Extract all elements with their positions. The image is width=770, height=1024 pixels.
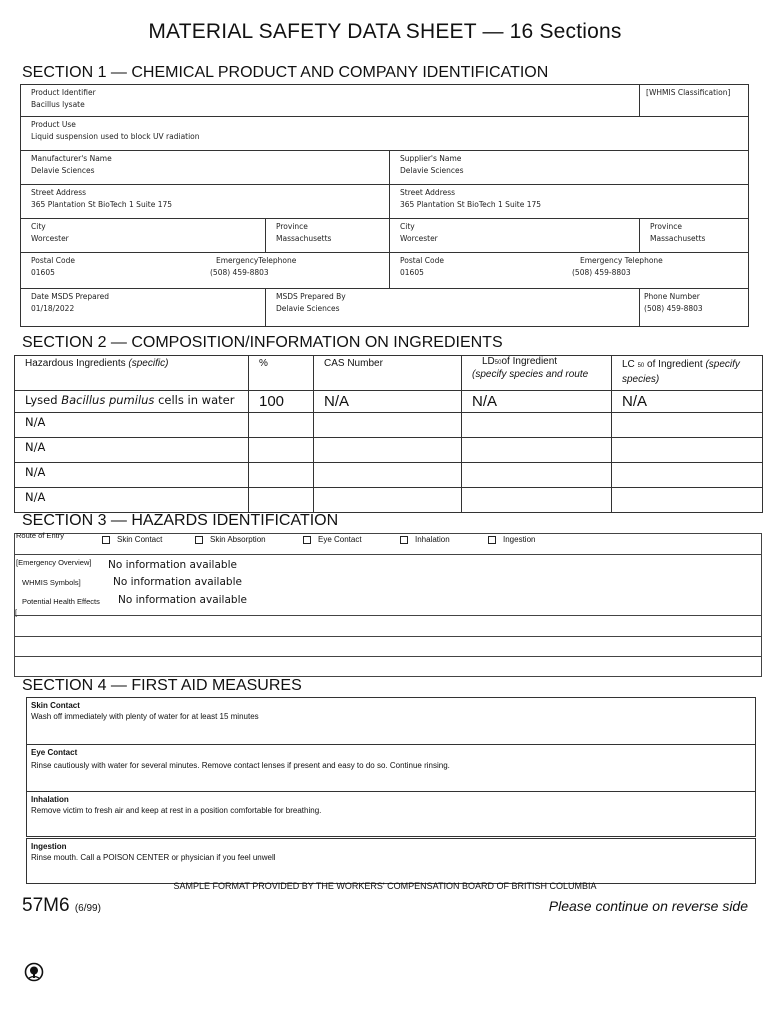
section-3-heading: SECTION 3 — HAZARDS IDENTIFICATION bbox=[22, 512, 339, 529]
table-row bbox=[15, 488, 763, 513]
route-of-entry-label: Route of Entry bbox=[16, 531, 64, 540]
manufacturer-cell bbox=[21, 151, 390, 185]
first-aid-skin-contact bbox=[26, 697, 756, 745]
health-effects-value: No information available bbox=[118, 594, 247, 606]
ingredient-name: N/A bbox=[15, 488, 249, 513]
checkbox-icon[interactable] bbox=[102, 536, 110, 544]
date-prepared-value: 01/18/2022 bbox=[31, 304, 75, 313]
first-aid-eye-contact bbox=[26, 744, 756, 792]
supplier-city-cell bbox=[390, 219, 640, 253]
supplier-cell bbox=[390, 151, 749, 185]
bracket-mark: [ bbox=[15, 608, 18, 617]
phone-value: (508) 459-8803 bbox=[644, 304, 703, 313]
date-prepared-label: Date MSDS Prepared bbox=[31, 292, 110, 301]
supplier-postal-value: 01605 bbox=[400, 268, 424, 277]
col-hazardous: Hazardous Ingredients (specific) bbox=[15, 356, 249, 391]
prepared-by-cell bbox=[266, 289, 640, 327]
supplier-province-cell bbox=[640, 219, 749, 253]
ingredients-table bbox=[14, 355, 763, 513]
whmis-classification-cell bbox=[640, 85, 749, 117]
checkbox-icon[interactable] bbox=[488, 536, 496, 544]
health-effects-label: Potential Health Effects bbox=[22, 597, 100, 606]
province-cell bbox=[266, 219, 390, 253]
street-cell bbox=[21, 185, 390, 219]
ingredient-name: N/A bbox=[15, 413, 249, 438]
first-aid-title: Ingestion bbox=[31, 842, 67, 851]
supplier-value: Delavie Sciences bbox=[400, 166, 464, 175]
city-label: City bbox=[31, 222, 46, 231]
supplier-label: Supplier's Name bbox=[400, 154, 462, 163]
whmis-symbols-value: No information available bbox=[113, 576, 242, 588]
supplier-street-value: 365 Plantation St BioTech 1 Suite 175 bbox=[400, 200, 542, 209]
emergency-overview-label: [Emergency Overview] bbox=[16, 558, 92, 567]
product-identifier-cell bbox=[21, 85, 640, 117]
manufacturer-value: Delavie Sciences bbox=[31, 166, 95, 175]
first-aid-title: Eye Contact bbox=[31, 748, 78, 757]
section-2-heading: SECTION 2 — COMPOSITION/INFORMATION ON INGREDIENTS bbox=[22, 334, 503, 351]
first-aid-inhalation bbox=[26, 791, 756, 837]
supplier-city-label: City bbox=[400, 222, 415, 231]
product-identifier-value: Bacillus lysate bbox=[31, 100, 85, 109]
product-use-cell bbox=[21, 117, 749, 151]
first-aid-title: Skin Contact bbox=[31, 701, 80, 710]
supplier-province-label: Province bbox=[650, 222, 682, 231]
col-ld50: LD50of Ingredient (specify species and route bbox=[462, 356, 612, 391]
divider bbox=[14, 656, 762, 657]
emergency-value: (508) 459-8803 bbox=[210, 268, 269, 277]
table-row bbox=[15, 463, 763, 488]
ingredient-cas: N/A bbox=[314, 391, 462, 413]
provided-by-note: SAMPLE FORMAT PROVIDED BY THE WORKERS' COMPENSATION BOARD OF BRITISH COLUMBIA bbox=[173, 881, 597, 891]
prepared-by-value: Delavie Sciences bbox=[276, 304, 340, 313]
province-label: Province bbox=[276, 222, 308, 231]
recycle-logo-icon bbox=[24, 962, 44, 987]
first-aid-ingestion bbox=[26, 838, 756, 884]
supplier-street-label: Street Address bbox=[400, 188, 456, 197]
divider bbox=[14, 636, 762, 637]
postal-emergency-cell bbox=[21, 253, 390, 289]
supplier-postal-emergency-cell bbox=[390, 253, 749, 289]
route-skin-contact[interactable]: Skin Contact bbox=[102, 535, 162, 544]
col-percent: % bbox=[249, 356, 314, 391]
supplier-province-value: Massachusetts bbox=[650, 234, 706, 243]
postal-label: Postal Code bbox=[31, 256, 75, 265]
first-aid-text: Rinse mouth. Call a POISON CENTER or physician if you feel unwell bbox=[31, 853, 276, 862]
col-lc50: LC 50 of Ingredient (specify species) bbox=[612, 356, 763, 391]
divider bbox=[14, 554, 762, 555]
col-cas: CAS Number bbox=[314, 356, 462, 391]
table-row bbox=[15, 438, 763, 463]
first-aid-title: Inhalation bbox=[31, 795, 69, 804]
emergency-label: EmergencyTelephone bbox=[216, 256, 297, 265]
street-value: 365 Plantation St BioTech 1 Suite 175 bbox=[31, 200, 173, 209]
page-title: MATERIAL SAFETY DATA SHEET — 16 Sections bbox=[148, 20, 622, 43]
manufacturer-label: Manufacturer's Name bbox=[31, 154, 112, 163]
first-aid-text: Wash off immediately with plenty of water for at least 15 minutes bbox=[31, 712, 259, 721]
emergency-overview-value: No information available bbox=[108, 559, 237, 571]
divider bbox=[14, 615, 762, 616]
phone-cell bbox=[640, 289, 749, 327]
product-identifier-label: Product Identifier bbox=[31, 88, 96, 97]
phone-label: Phone Number bbox=[644, 292, 700, 301]
ingredient-lc50: N/A bbox=[612, 391, 763, 413]
route-inhalation[interactable]: Inhalation bbox=[400, 535, 450, 544]
table-row bbox=[15, 413, 763, 438]
checkbox-icon[interactable] bbox=[195, 536, 203, 544]
ingredient-name: Lysed Bacillus pumilus cells in water bbox=[15, 391, 249, 413]
supplier-street-cell bbox=[390, 185, 749, 219]
ingredient-name: N/A bbox=[15, 438, 249, 463]
supplier-emergency-value: (508) 459-8803 bbox=[572, 268, 631, 277]
postal-value: 01605 bbox=[31, 268, 55, 277]
route-eye-contact[interactable]: Eye Contact bbox=[303, 535, 362, 544]
whmis-classification-label: [WHMIS Classification] bbox=[646, 88, 731, 97]
supplier-emergency-label: Emergency Telephone bbox=[580, 256, 663, 265]
route-ingestion[interactable]: Ingestion bbox=[488, 535, 535, 544]
ingredient-ld50: N/A bbox=[462, 391, 612, 413]
street-label: Street Address bbox=[31, 188, 87, 197]
checkbox-icon[interactable] bbox=[303, 536, 311, 544]
form-code: 57M6 (6/99) bbox=[22, 895, 101, 916]
supplier-city-value: Worcester bbox=[400, 234, 438, 243]
prepared-by-label: MSDS Prepared By bbox=[276, 292, 346, 301]
ingredient-percent: 100 bbox=[249, 391, 314, 413]
section-1-table bbox=[20, 84, 749, 327]
first-aid-text: Remove victim to fresh air and keep at rest in a position comfortable for breathing. bbox=[31, 806, 322, 815]
product-use-label: Product Use bbox=[31, 120, 76, 129]
continue-note: Please continue on reverse side bbox=[548, 898, 748, 914]
section-4-heading: SECTION 4 — FIRST AID MEASURES bbox=[22, 677, 302, 694]
table-row bbox=[15, 391, 763, 413]
city-cell bbox=[21, 219, 266, 253]
checkbox-icon[interactable] bbox=[400, 536, 408, 544]
route-skin-absorption[interactable]: Skin Absorption bbox=[195, 535, 266, 544]
whmis-symbols-label: WHMIS Symbols] bbox=[22, 578, 81, 587]
first-aid-text: Rinse cautiously with water for several minutes. Remove contact lenses if present and easy to do so. Continue rinsing. bbox=[31, 761, 450, 770]
city-value: Worcester bbox=[31, 234, 69, 243]
supplier-postal-label: Postal Code bbox=[400, 256, 444, 265]
province-value: Massachusetts bbox=[276, 234, 332, 243]
ingredient-name: N/A bbox=[15, 463, 249, 488]
section-1-heading: SECTION 1 — CHEMICAL PRODUCT AND COMPANY IDENTIFICATION bbox=[22, 64, 549, 81]
date-prepared-cell bbox=[21, 289, 266, 327]
product-use-value: Liquid suspension used to block UV radiation bbox=[31, 132, 200, 141]
